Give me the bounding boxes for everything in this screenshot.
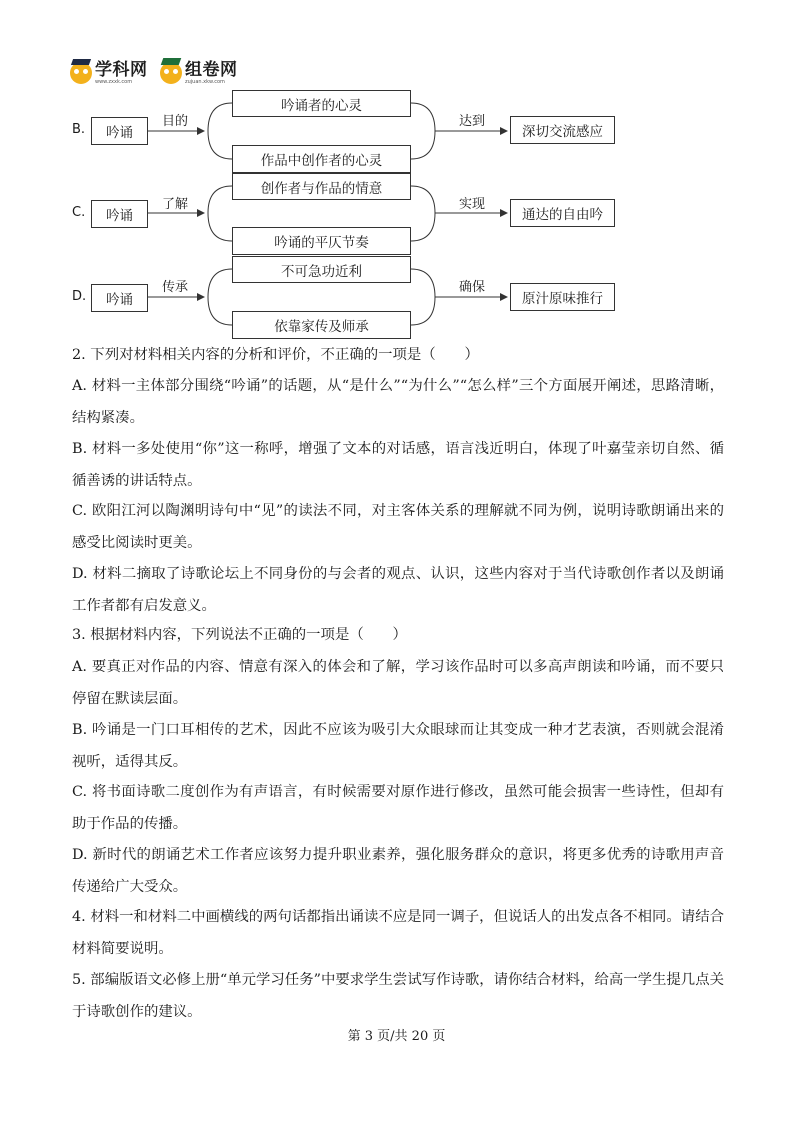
start-node: 吟诵 xyxy=(91,200,148,228)
logo-url: www.zxxk.com xyxy=(95,78,133,85)
start-node: 吟诵 xyxy=(91,117,148,145)
logo-name: 学科网 xyxy=(95,59,148,80)
top-node: 不可急功近利 xyxy=(232,256,411,283)
option-2a: A. 材料一主体部分围绕“吟诵”的话题，从“是什么”“为什么”“怎么样”三个方面展开阐述，思路清晰，结构紧凑。 xyxy=(72,378,724,426)
option-label: C. xyxy=(72,205,86,220)
page-number: 第 3 页/共 20 页 xyxy=(347,1029,446,1044)
bottom-node: 吟诵的平仄节奏 xyxy=(232,227,411,255)
logo-name: 组卷网 xyxy=(185,59,238,80)
edge-label: 实现 xyxy=(459,197,486,212)
start-node: 吟诵 xyxy=(91,284,148,312)
question-4: 4. 材料一和材料二中画横线的两句话都指出诵读不应是同一调子，但说话人的出发点各不相同。请结合材料简要说明。 xyxy=(72,909,724,957)
edge-label: 目的 xyxy=(162,114,189,129)
option-2c: C. 欧阳江河以陶渊明诗句中“见”的读法不同，对主客体关系的理解就不同为例，说明诗歌朗诵出来的感受比阅读时更美。 xyxy=(72,503,724,551)
option-label: B. xyxy=(72,122,86,137)
bottom-node: 依靠家传及师承 xyxy=(232,311,411,339)
logo-url: zujuan.xkw.com xyxy=(185,78,225,85)
edge-label: 达到 xyxy=(459,114,486,129)
top-node: 吟诵者的心灵 xyxy=(232,90,411,117)
option-2b: B. 材料一多处使用“你”这一称呼，增强了文本的对话感，语言浅近明白，体现了叶嘉莹亲切自然、循循善诱的讲话特点。 xyxy=(72,441,724,489)
option-3c: C. 将书面诗歌二度创作为有声语言，有时候需要对原作进行修改，虽然可能会损害一些诗性，但却有助于作品的传播。 xyxy=(72,784,724,832)
option-3a: A. 要真正对作品的内容、情意有深入的体会和了解，学习该作品时可以多高声朗读和吟诵，而不要只停留在默读层面。 xyxy=(72,659,724,707)
edge-label: 传承 xyxy=(162,280,189,295)
top-node: 创作者与作品的情意 xyxy=(232,173,411,200)
option-2d: D. 材料二摘取了诗歌论坛上不同身份的与会者的观点、认识，这些内容对于当代诗歌创作者以及朗诵工作者都有启发意义。 xyxy=(72,566,724,614)
result-node: 深切交流感应 xyxy=(510,116,615,144)
option-3b: B. 吟诵是一门口耳相传的艺术，因此不应该为吸引大众眼球而让其变成一种才艺表演，否则就会混淆视听，适得其反。 xyxy=(72,722,724,770)
bottom-node: 作品中创作者的心灵 xyxy=(232,145,411,173)
result-node: 通达的自由吟 xyxy=(510,199,615,227)
question-3: 3. 根据材料内容，下列说法不正确的一项是（ ） xyxy=(72,627,407,643)
option-label: D. xyxy=(72,289,87,304)
edge-label: 了解 xyxy=(162,197,189,212)
question-2: 2. 下列对材料相关内容的分析和评价，不正确的一项是（ ） xyxy=(72,347,479,363)
edge-label: 确保 xyxy=(459,280,486,295)
question-5: 5. 部编版语文必修上册“单元学习任务”中要求学生尝试写作诗歌，请你结合材料，给高一学生提几点关于诗歌创作的建议。 xyxy=(72,972,724,1020)
result-node: 原汁原味推行 xyxy=(510,283,615,311)
option-3d: D. 新时代的朗诵艺术工作者应该努力提升职业素养，强化服务群众的意识，将更多优秀的诗歌用声音传递给广大受众。 xyxy=(72,847,724,895)
